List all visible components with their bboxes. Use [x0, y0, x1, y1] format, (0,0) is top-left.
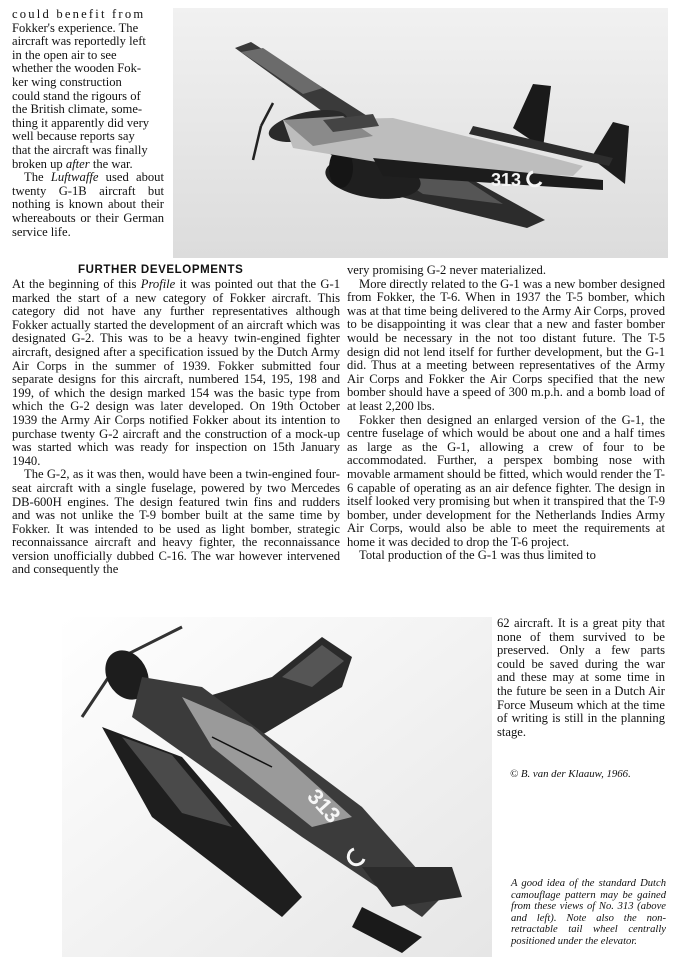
aircraft-photo-top [173, 8, 668, 258]
photo-caption: A good idea of the standard Dutch camouflage pattern may be gained from these views of No. 313 (above and left). Note also the non-retractable tail wheel centrally positioned under the elevator. [511, 878, 666, 947]
paragraph: More directly related to the G-1 was a new bomber designed from Fokker, the T-6. When in 1937 the T-5 bomber, which was at that time being delivered to the Army Air Corps, proved to be disappointing it was clear that a new and faster bomber would be necessary in the not too distant future. The T-5 design did not lend itself for further development, but the G-1 did. Thus at a meeting between representatives of the Army Air Corps and Fokker the Air Corps specified that the new bomber should have a speed of 300 m.p.h. and a bomb load of at least 2,200 lbs. [347, 276, 665, 413]
right-column [347, 264, 665, 563]
text-line: in the open air to see [12, 47, 117, 62]
paragraph: The Luftwaffe used about twenty G-1B aircraft but nothing is known about their whereabouts or their German service life. [12, 170, 164, 239]
text-line: whether the wooden Fok- [12, 61, 142, 76]
top-left-text [12, 8, 164, 239]
text-line: that the aircraft was finally [12, 142, 148, 157]
right-narrow-text [497, 617, 665, 739]
text-line: well because reports say [12, 129, 135, 144]
aircraft-marking: 313 [491, 170, 522, 190]
text-line: aircraft was reportedly left [12, 34, 146, 49]
paragraph: Fokker then designed an enlarged version of the G-1, the centre fuselage of which would be about one and a half times as large as the G-1, allowing a crew of four to be accommodated. Further, a perspex bombing nose with movable armament should be fitted, which would render the T-6 capable of operating as an air defence fighter. The design in itself looked very promising but when it transpired that the T-9 bomber, under development for the Netherlands Indies Army Air Corps, would also be able to meet the requirements at home it was decided to drop the T-6 project. [347, 412, 665, 549]
left-column [12, 278, 340, 577]
paragraph: At the beginning of this Profile it was pointed out that the G-1 marked the start of a new category of Fokker aircraft. This category did not have any further representatives although Fokker actually started the development of an aircraft which was designated G-2. This was to be a heavy twin-engined fighter aircraft, designed after a specification issued by the Dutch Army Air Corps in the summer of 1939. Fokker submitted four separate designs for this aircraft, numbered 154, 195, 198 and 199, of which the design marked 154 was the basic type from which the G-2 design was later developed. On 19th October 1939 the Army Air Corps notified Fokker about its intention to purchase twenty G-2 aircraft and the construction of a mock-up was started which was ready for inspection on 15th January 1940. [12, 277, 340, 468]
photo-credit: © B. van der Klaauw, 1966. [510, 768, 631, 780]
section-heading: FURTHER DEVELOPMENTS [78, 264, 244, 276]
text-line: thing it apparently did very [12, 115, 150, 130]
text-line: could stand the rigours of [12, 88, 141, 103]
paragraph: Total production of the G-1 was thus limited to [359, 548, 596, 563]
text-line: the British climate, some- [12, 102, 143, 117]
text-line: broken up after the war. [12, 156, 133, 171]
paragraph: The G-2, as it was then, would have been a twin-engined four-seat aircraft with a single fuselage, powered by two Mercedes DB-600H engines. The design featured twin fins and rudders and was not unlike the T-9 bomber built at the same time by Fokker. It was intended to be used as light bomber, strategic reconnaissance aircraft and heavy fighter, the reconnaissance version unofficially dubbed C-16. The war however intervened and consequently the [12, 467, 340, 577]
paragraph: very promising G-2 never materialized. [347, 263, 546, 277]
text-line: Fokker's experience. The [12, 20, 139, 35]
aircraft-marking: 313 [302, 783, 346, 828]
text-line: ker wing construction [12, 74, 122, 89]
aircraft-photo-bottom [62, 617, 492, 957]
paragraph: 62 aircraft. It is a great pity that none of them survived to be preserved. Only a few parts could be saved during the war and these may at some time in the future be seen in a Dutch Air Force Museum which at the time of writing is still in the planning stage. [497, 616, 665, 739]
text-line: could benefit from [12, 7, 146, 21]
